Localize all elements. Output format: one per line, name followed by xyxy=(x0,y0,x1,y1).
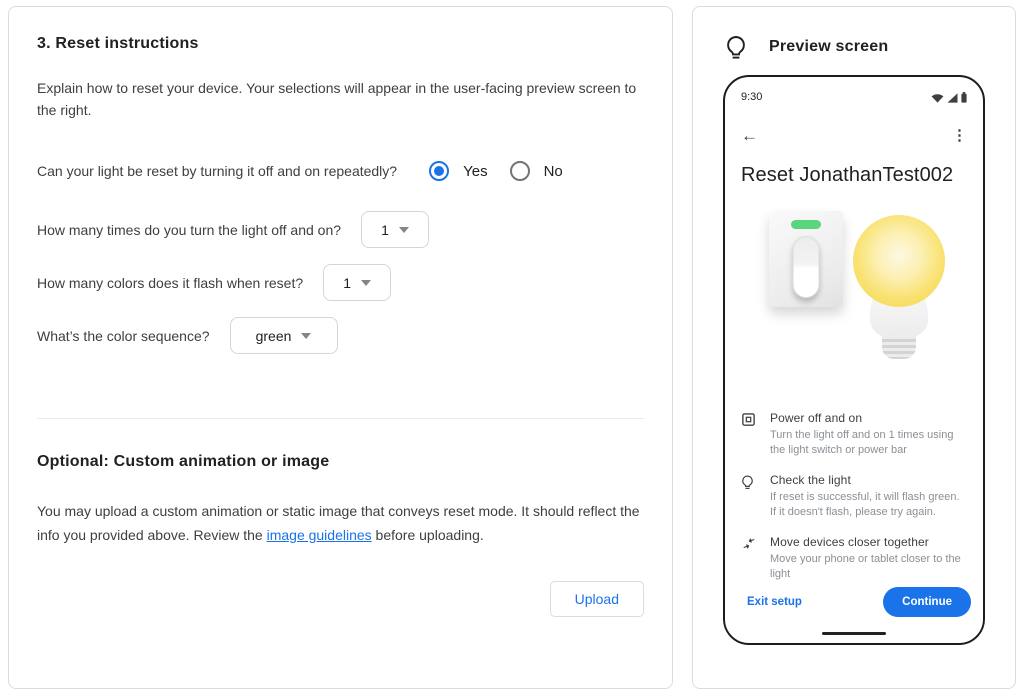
image-guidelines-link[interactable]: image guidelines xyxy=(266,527,372,543)
question-label: What’s the color sequence? xyxy=(37,327,210,344)
instruction-title: Check the light xyxy=(770,473,851,487)
times-dropdown-value: 1 xyxy=(381,221,389,238)
power-switch-icon xyxy=(741,411,757,458)
upload-description-text: before uploading. xyxy=(371,527,484,543)
radio-yes[interactable] xyxy=(429,161,449,181)
question-row-sequence xyxy=(37,317,644,354)
upload-description-text: You may upload a custom animation or static image that conveys reset mode. It should reflect the info you provided above. Review the xyxy=(37,503,640,543)
question-label: Can your light be reset by turning it off and on repeatedly? xyxy=(37,163,398,179)
bulb-glow xyxy=(853,215,945,307)
upload-description xyxy=(37,499,644,547)
radio-no[interactable] xyxy=(510,161,530,181)
list-item-text xyxy=(770,535,967,582)
switch-rocker xyxy=(793,236,820,298)
device-illustration xyxy=(741,201,967,383)
sequence-dropdown-value: green xyxy=(255,327,292,344)
status-time: 9:30 xyxy=(741,91,763,103)
chevron-down-icon xyxy=(301,333,311,339)
sequence-dropdown[interactable] xyxy=(230,317,338,354)
instruction-description: Turn the light off and on 1 times using the light switch or power bar xyxy=(770,429,954,456)
phone-screen-title: Reset JonathanTest002 xyxy=(741,164,954,186)
phone-appbar xyxy=(741,127,967,144)
move-closer-icon xyxy=(741,535,757,582)
question-row-colors xyxy=(37,264,644,301)
list-item-text xyxy=(770,473,967,520)
section-divider xyxy=(37,418,644,419)
radio-no-label: No xyxy=(543,162,563,180)
upload-row xyxy=(37,581,644,617)
wifi-icon xyxy=(931,93,944,103)
continue-button[interactable]: Continue xyxy=(883,587,971,617)
question-row-times xyxy=(37,211,644,248)
upload-button[interactable]: Upload xyxy=(550,581,644,617)
instruction-description: If reset is successful, it will flash green. If it doesn't flash, please try again. xyxy=(770,491,960,518)
preview-header xyxy=(717,35,991,59)
chevron-down-icon xyxy=(361,280,371,286)
home-indicator[interactable] xyxy=(822,632,886,635)
question-label: How many times do you turn the light off and on? xyxy=(37,221,342,238)
times-dropdown[interactable] xyxy=(361,211,429,248)
instruction-list xyxy=(741,411,967,582)
status-icons xyxy=(931,92,967,103)
page-title: 3. Reset instructions xyxy=(37,35,199,52)
preview-title: Preview screen xyxy=(769,38,889,55)
list-item xyxy=(741,535,967,582)
radio-yes-label: Yes xyxy=(463,162,488,180)
list-item-text xyxy=(770,411,967,458)
instruction-title: Move devices closer together xyxy=(770,535,929,549)
preview-panel xyxy=(692,6,1016,689)
light-switch-illustration xyxy=(769,211,843,307)
back-arrow-icon[interactable]: ← xyxy=(741,126,758,145)
exit-setup-link[interactable]: Exit setup xyxy=(747,596,802,608)
list-item xyxy=(741,411,967,458)
chevron-down-icon xyxy=(399,227,409,233)
lightbulb-icon xyxy=(741,473,757,520)
battery-icon xyxy=(961,92,967,103)
section-description: Explain how to reset your device. Your selections will appear in the user-facing preview screen to the right. xyxy=(37,80,637,118)
list-item xyxy=(741,473,967,520)
reset-instructions-panel xyxy=(8,6,673,689)
instruction-description: Move your phone or tablet closer to the light xyxy=(770,553,961,580)
kebab-menu-icon[interactable]: ⋮ xyxy=(952,127,967,144)
instruction-title: Power off and on xyxy=(770,411,863,425)
phone-bottom-bar xyxy=(737,587,971,617)
phone-status-bar xyxy=(741,91,967,103)
glowing-bulb-illustration xyxy=(853,215,945,359)
phone-mockup xyxy=(723,75,985,645)
radio-dot xyxy=(434,166,444,176)
cellular-signal-icon xyxy=(947,93,958,103)
lightbulb-icon xyxy=(725,35,747,59)
colors-dropdown[interactable] xyxy=(323,264,391,301)
switch-led-indicator xyxy=(791,220,821,229)
optional-section-title: Optional: Custom animation or image xyxy=(37,453,330,470)
question-row-reset-repeatedly xyxy=(37,161,644,181)
colors-dropdown-value: 1 xyxy=(343,274,352,291)
radio-group xyxy=(429,161,571,181)
question-label: How many colors does it flash when reset? xyxy=(37,274,304,291)
